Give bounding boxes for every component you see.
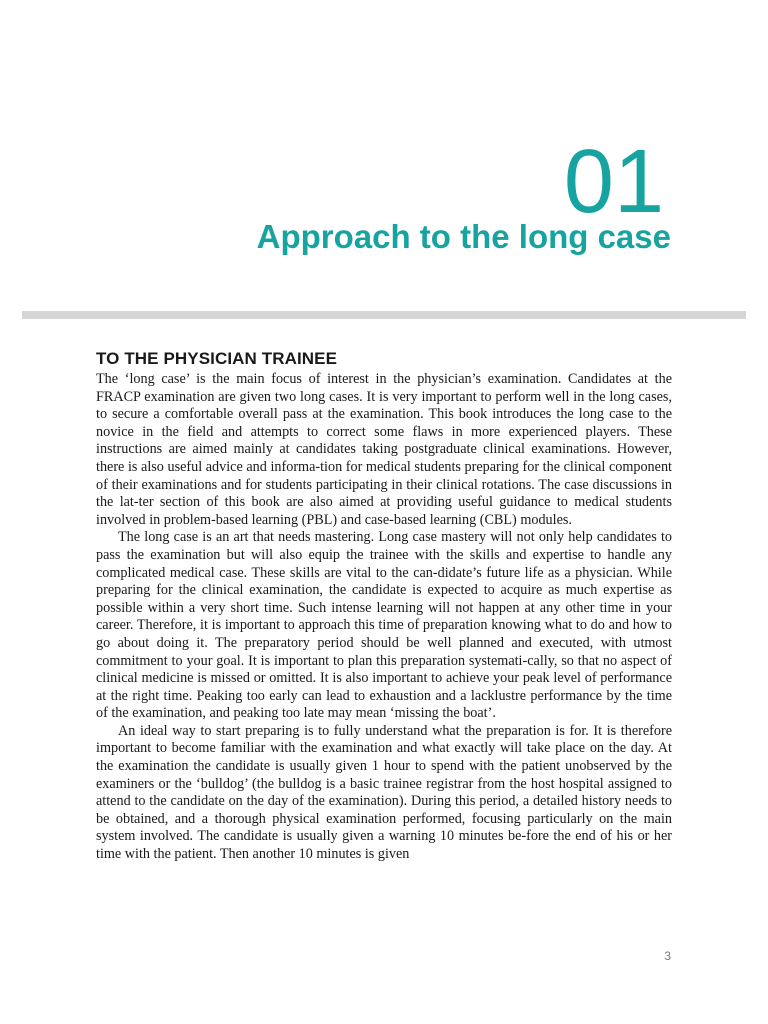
- chapter-number: 01: [563, 132, 664, 232]
- page-number: 3: [664, 949, 671, 963]
- paragraph: An ideal way to start preparing is to fully understand what the preparation is for. It is therefore important to become familiar with the examination and what exactly will take place on the day. At the examination the candidate is usually given 1 hour to spend with the patient unobserved by the examiners or the ‘bulldog’ (the bulldog is a basic trainee registrar from the host hospital assigned to attend to the candidate on the day of the examination). During this period, a detailed history needs to be obtained, and a thorough physical examination performed, focusing particularly on the main system involved. The candidate is usually given a warning 10 minutes be-fore the end of his or her time with the patient. Then another 10 minutes is given: [96, 722, 672, 863]
- paragraph: The long case is an art that needs mastering. Long case mastery will not only help candidates to pass the examination but will also equip the trainee with the skills and expertise to handle any complicated medical case. These skills are vital to the can-didate’s future life as a physician. While preparing for the clinical examination, the candidate is expected to acquire as much expertise as possible within a very short time. Such intense learning will not happen at any other time in your career. Therefore, it is important to approach this time of preparation knowing what to do and how to go about doing it. The preparatory period should be well planned and executed, with utmost commitment to your goal. It is important to plan this preparation systemati-cally, so that no aspect of clinical medicine is missed or omitted. It is also important to achieve your peak level of performance at the right time. Peaking too early can lead to exhaustion and a lacklustre performance by the time of the examination, and peaking too late may mean ‘missing the boat’.: [96, 529, 672, 722]
- paragraph: The ‘long case’ is the main focus of interest in the physician’s examination. Candidates at the FRACP examination are given two long cases. It is very important to perform well in the long cases, to secure a comfortable overall pass at the examination. This book introduces the long case to the novice in the field and attempts to correct some flaws in more experienced players. These instructions are aimed mainly at candidates taking postgraduate clinical examinations. However, there is also useful advice and informa-tion for medical students preparing for the clinical component of their examinations and for students participating in their clinical rotations. The case discussions in the lat-ter section of this book are also aimed at providing useful guidance to medical students involved in problem-based learning (PBL) and case-based learning (CBL) modules.: [96, 371, 672, 528]
- chapter-title: Approach to the long case: [256, 218, 671, 255]
- section-divider: [22, 311, 746, 319]
- section-heading: TO THE PHYSICIAN TRAINEE: [96, 349, 338, 368]
- body-text: [96, 371, 672, 864]
